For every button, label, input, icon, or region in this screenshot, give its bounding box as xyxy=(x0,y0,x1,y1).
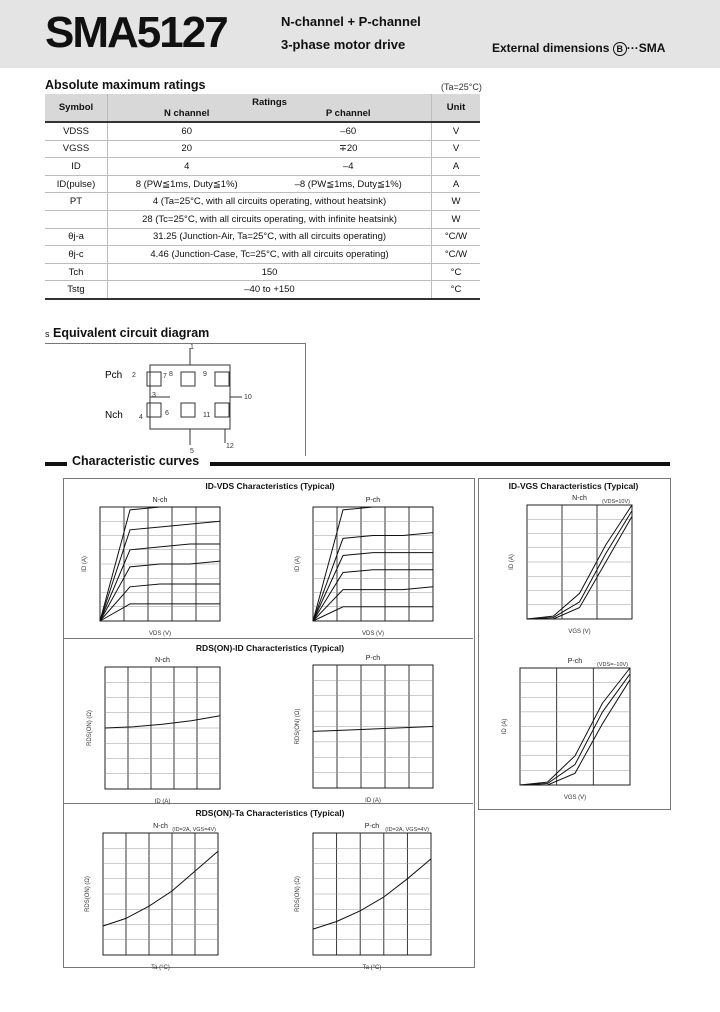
dimension-code-badge: B xyxy=(613,42,627,56)
ratings-title: Absolute maximum ratings xyxy=(45,78,206,92)
cell-unit: °C xyxy=(432,263,481,281)
axis-xlabel: ID (A) xyxy=(365,798,381,804)
plot-note: (ID=2A, VGS=4V) xyxy=(172,827,216,833)
external-dimensions-label: External dimensions xyxy=(492,41,610,55)
series-line xyxy=(313,727,433,732)
series-line xyxy=(103,851,218,926)
plot-group xyxy=(295,823,431,971)
plot-group xyxy=(509,495,632,635)
part-number: SMA5127 xyxy=(45,8,227,57)
plot-note: (VDS=10V) xyxy=(602,499,630,505)
panel-label: N-ch xyxy=(572,495,587,502)
pin-label: 1 xyxy=(190,344,194,351)
cell-rating: 150 xyxy=(108,263,432,281)
cell-symbol: θj-a xyxy=(45,228,108,246)
ratings-condition: (Ta=25°C) xyxy=(441,82,482,92)
cell-unit: °C/W xyxy=(432,246,481,264)
pin-label: 12 xyxy=(226,443,234,450)
subtitle-channel: N-channel + P-channel xyxy=(281,14,421,29)
series-line xyxy=(313,607,433,621)
axis-xlabel: VDS (V) xyxy=(361,631,385,637)
axis-xlabel: VGS (V) xyxy=(568,629,591,635)
plot-note: (ID=2A, VGS=4V) xyxy=(385,827,429,833)
cell-unit: A xyxy=(432,175,481,193)
header-p-channel: P channel xyxy=(265,108,431,122)
cell-symbol: PT xyxy=(45,193,108,211)
pin-label: 10 xyxy=(244,394,252,401)
pin-label: 11 xyxy=(203,412,211,419)
dimension-package: ···SMA xyxy=(626,41,666,55)
axis-xlabel: ID (A) xyxy=(154,799,171,805)
panel-label: N-ch xyxy=(152,497,168,504)
cell-rating: –40 to +150 xyxy=(108,281,432,299)
cell-p-channel: –4 xyxy=(265,158,431,176)
header-unit: Unit xyxy=(432,94,481,122)
cell-rating: 4 (Ta=25°C, with all circuits operating, without heatsink) xyxy=(108,193,432,211)
cell-unit: A xyxy=(432,158,481,176)
axis-xlabel: Ta (°C) xyxy=(151,965,170,971)
panel-label: P-ch xyxy=(567,658,583,665)
curves-title: Characteristic curves xyxy=(72,454,200,468)
cell-unit: V xyxy=(432,140,481,158)
series-line xyxy=(527,511,632,619)
axis-ylabel: ID (A) xyxy=(295,556,301,572)
series-line xyxy=(313,533,433,621)
pin-label: 5 xyxy=(190,448,194,455)
series-line xyxy=(520,674,630,785)
cell-n-channel: 60 xyxy=(108,122,266,140)
cell-symbol: VGSS xyxy=(45,140,108,158)
cell-symbol: ID xyxy=(45,158,108,176)
series-line xyxy=(105,716,220,728)
pin-label: 3 xyxy=(152,392,156,399)
axis-xlabel: VGS (V) xyxy=(563,795,587,801)
cell-rating: 31.25 (Junction-Air, Ta=25°C, with all circuits operating) xyxy=(108,228,432,246)
series-line xyxy=(100,521,220,621)
plot-title-id-vds: ID-VDS Characteristics (Typical) xyxy=(205,481,335,491)
axis-ylabel: RDS(ON) (Ω) xyxy=(295,708,301,745)
header-symbol: Symbol xyxy=(45,94,108,122)
series-line xyxy=(313,570,433,621)
cell-unit: W xyxy=(432,210,481,228)
panel-label: N-ch xyxy=(155,657,170,664)
cell-unit: °C/W xyxy=(432,228,481,246)
circuit-title-text: Equivalent circuit diagram xyxy=(52,326,210,340)
plot-note: (VDS=–10V) xyxy=(596,662,628,668)
panel-label: N-ch xyxy=(153,823,168,830)
cell-p-channel: –8 (PW≦1ms, Duty≦1%) xyxy=(265,175,431,193)
panel-label: P-ch xyxy=(365,655,381,662)
plot-title-rds-id: RDS(ON)-ID Characteristics (Typical) xyxy=(195,643,345,653)
pin-label: 4 xyxy=(139,414,143,421)
pin-label: 9 xyxy=(203,371,207,378)
plot-group xyxy=(295,497,433,637)
plot-group xyxy=(87,657,220,805)
plot-group xyxy=(295,655,433,804)
pch-label: Pch xyxy=(105,370,123,381)
axis-xlabel: VDS (V) xyxy=(148,631,172,637)
panel-label: P-ch xyxy=(364,823,380,830)
cell-p-channel: ∓20 xyxy=(265,140,431,158)
cell-symbol: Tstg xyxy=(45,281,108,299)
series-line xyxy=(313,553,433,621)
header-n-channel: N channel xyxy=(108,108,266,122)
cell-n-channel: 20 xyxy=(108,140,266,158)
axis-ylabel: RDS(ON) (Ω) xyxy=(87,710,93,746)
cell-unit: °C xyxy=(432,281,481,299)
axis-ylabel: ID (A) xyxy=(509,554,515,570)
panel-label: P-ch xyxy=(365,497,381,504)
header-ratings: Ratings xyxy=(108,94,432,108)
series-line xyxy=(100,561,220,621)
axis-xlabel: Ta (°C) xyxy=(362,965,382,971)
cell-symbol: VDSS xyxy=(45,122,108,140)
plot-group xyxy=(82,497,220,637)
subtitle-application: 3-phase motor drive xyxy=(281,37,406,52)
cell-rating: 4.46 (Junction-Case, Tc=25°C, with all circuits operating) xyxy=(108,246,432,264)
axis-ylabel: RDS(ON) (Ω) xyxy=(295,876,301,912)
series-line xyxy=(520,680,630,785)
cell-p-channel: –60 xyxy=(265,122,431,140)
cell-n-channel: 8 (PW≦1ms, Duty≦1%) xyxy=(108,175,266,193)
circuit-bullet: s xyxy=(45,329,50,339)
pin-label: 8 xyxy=(169,371,173,378)
pin-label: 7 xyxy=(163,373,167,380)
plot-title-rds-ta: RDS(ON)-Ta Characteristics (Typical) xyxy=(195,808,345,818)
cell-unit: V xyxy=(432,122,481,140)
pin-label: 2 xyxy=(132,372,136,379)
cell-symbol: Tch xyxy=(45,263,108,281)
cell-symbol: θj-c xyxy=(45,246,108,264)
plot-group xyxy=(85,823,218,971)
plot-group xyxy=(502,658,630,801)
nch-label: Nch xyxy=(105,410,123,421)
cell-n-channel: 4 xyxy=(108,158,266,176)
plot-title-id-vgs: ID-VGS Characteristics (Typical) xyxy=(508,481,639,491)
axis-ylabel: ID (A) xyxy=(82,556,88,572)
axis-ylabel: RDS(ON) (Ω) xyxy=(85,876,91,912)
cell-unit: W xyxy=(432,193,481,211)
axis-ylabel: ID (A) xyxy=(502,718,508,735)
pin-label: 6 xyxy=(165,410,169,417)
cell-symbol: ID(pulse) xyxy=(45,175,108,193)
cell-rating: 28 (Tc=25°C, with all circuits operating, with infinite heatsink) xyxy=(108,210,432,228)
series-line xyxy=(527,516,632,619)
